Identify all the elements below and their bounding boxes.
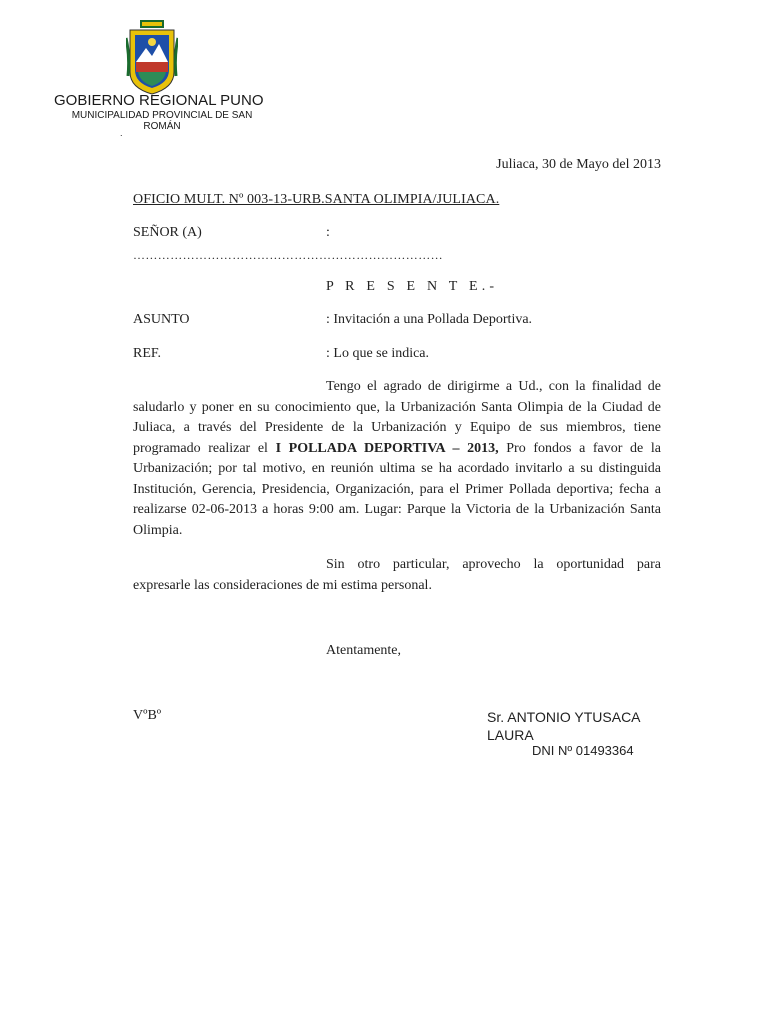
presente-heading: P R E S E N T E.-	[326, 279, 499, 294]
reference-number: OFICIO MULT. Nº 003-13-URB.SANTA OLIMPIA/JULIACA.	[133, 192, 500, 207]
closing-salutation: Atentamente,	[326, 643, 402, 658]
subject-label: ASUNTO	[133, 312, 190, 327]
letter-date: Juliaca, 30 de Mayo del 2013	[496, 157, 661, 172]
org-subtitle: MUNICIPALIDAD PROVINCIAL DE SAN ROMÁN	[71, 110, 253, 132]
recipient-blank-line: …………………………………………………………………	[133, 248, 443, 262]
body-paragraph-1-start: Tengo el agrado de dirigirme a Ud., con la finalidad de saludarlo y poner en su conocimiento que, la Urbanización Santa Olimpia de la Ciudad de Juliaca, a través del Presidente de la Urbanización y Equipo de sus miembros, tiene programado realizar el	[133, 379, 661, 456]
coat-of-arms-logo	[126, 20, 178, 96]
body-paragraph-2-text: Sin otro particular, aprovecho la oportunidad para expresarle las consideraciones de mi estima personal.	[133, 557, 661, 593]
body-paragraph-1-end: Pro fondos a favor de la Urbanización; por tal motivo, en reunión ultima se ha acordado invitarlo a su distinguida Institución, Gerencia, Presidencia, Organización, para el Primer Pollada deportiva; fecha a realizarse 02-06-2013 a horas 9:00 am. Lugar: Parque la Victoria de la Urbanización Santa Olimpia.	[133, 440, 661, 538]
vobo-label: VºBº	[133, 708, 162, 723]
body-paragraph-1	[133, 377, 661, 541]
ref-value: : Lo que se indica.	[326, 346, 430, 361]
signer-name: Sr. ANTONIO YTUSACA LAURA	[487, 709, 640, 743]
subject-value: : Invitación a una Pollada Deportiva.	[326, 312, 533, 327]
ref-label: REF.	[133, 346, 162, 361]
org-title: GOBIERNO REGIONAL PUNO	[54, 92, 264, 109]
recipient-colon: :	[326, 225, 330, 240]
body-paragraph-2	[133, 555, 661, 596]
header-dot: .	[120, 128, 123, 138]
event-name: I POLLADA DEPORTIVA – 2013,	[275, 440, 499, 456]
recipient-label: SEÑOR (A)	[133, 225, 202, 240]
signer-dni: DNI Nº 01493364	[532, 743, 634, 758]
